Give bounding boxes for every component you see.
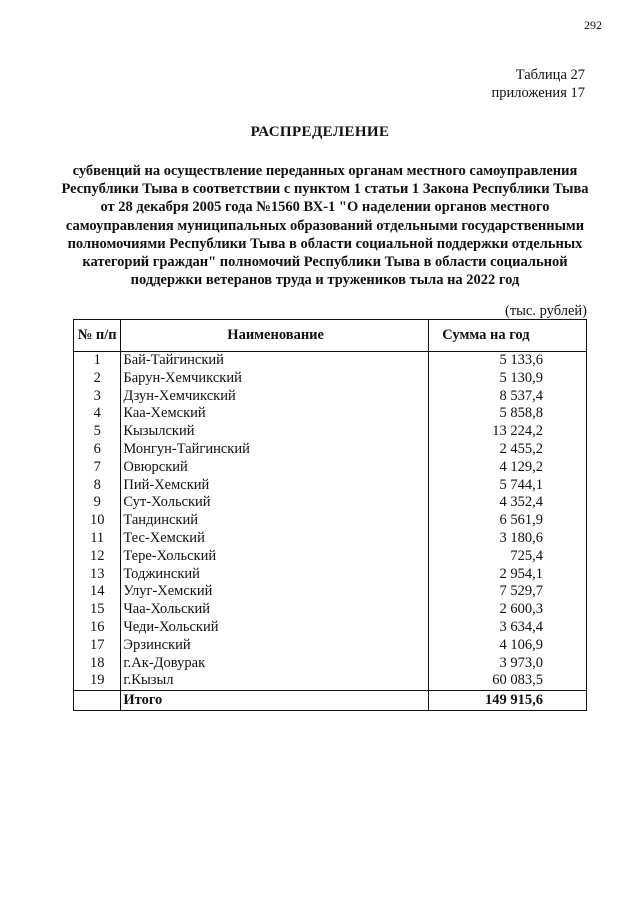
row-sum: 2 600,3 — [428, 601, 586, 619]
row-num: 15 — [74, 601, 121, 619]
row-name: Каа-Хемский — [121, 405, 429, 423]
row-sum: 2 455,2 — [428, 441, 586, 459]
table-row — [74, 583, 587, 601]
table-row — [74, 530, 587, 548]
row-name: Эрзинский — [121, 637, 429, 655]
row-sum: 725,4 — [428, 548, 586, 566]
table-row — [74, 423, 587, 441]
units-label: (тыс. рублей) — [505, 303, 587, 319]
total-num — [74, 691, 121, 711]
row-sum: 5 858,8 — [428, 405, 586, 423]
row-num: 6 — [74, 441, 121, 459]
row-num: 11 — [74, 530, 121, 548]
row-name: Барун-Хемчикский — [121, 370, 429, 388]
row-name: Чеди-Хольский — [121, 619, 429, 637]
row-sum: 6 561,9 — [428, 512, 586, 530]
row-sum: 3 180,6 — [428, 530, 586, 548]
row-name: Чаа-Хольский — [121, 601, 429, 619]
total-sum: 149 915,6 — [428, 691, 586, 711]
row-name: Улуг-Хемский — [121, 583, 429, 601]
row-name: Монгун-Тайгинский — [121, 441, 429, 459]
row-sum: 60 083,5 — [428, 672, 586, 690]
table-reference-line2: приложения 17 — [491, 85, 585, 101]
row-num: 1 — [74, 352, 121, 370]
row-sum: 5 744,1 — [428, 477, 586, 495]
row-num: 10 — [74, 512, 121, 530]
row-name: Бай-Тайгинский — [121, 352, 429, 370]
table-row — [74, 477, 587, 495]
header-name: Наименование — [121, 320, 429, 352]
row-name: Тере-Хольский — [121, 548, 429, 566]
row-name: г.Ак-Довурак — [121, 655, 429, 673]
table-reference — [492, 66, 585, 102]
table-reference-line1: Таблица 27 — [515, 67, 585, 83]
distribution-table — [73, 319, 587, 711]
header-num: № п/п — [74, 320, 121, 352]
table-row — [74, 601, 587, 619]
row-sum: 2 954,1 — [428, 566, 586, 584]
total-label: Итого — [121, 691, 429, 711]
row-name: Овюрский — [121, 459, 429, 477]
row-name: Тоджинский — [121, 566, 429, 584]
row-sum: 5 130,9 — [428, 370, 586, 388]
table-row — [74, 655, 587, 673]
row-num: 16 — [74, 619, 121, 637]
row-sum: 5 133,6 — [428, 352, 586, 370]
table-row — [74, 441, 587, 459]
table-body — [74, 352, 587, 711]
row-name: Тандинский — [121, 512, 429, 530]
row-num: 17 — [74, 637, 121, 655]
table-row — [74, 388, 587, 406]
row-sum: 4 129,2 — [428, 459, 586, 477]
table-row — [74, 352, 587, 370]
document-subtitle: субвенций на осуществление переданных органам местного самоуправления Республики Тыва в соответствии с пунктом 1 статьи 1 Закона Республики Тыва от 28 декабря 2005 года №1560 ВХ-1 "О наделении органов местного самоуправления муниципальных образований отдельными государственными полномочиями Республики Тыва в области социальной поддержки отдельных категорий граждан" полномочий Республики Тыва в области социальной поддержки ветеранов труда и тружеников тыла на 2022 год — [61, 163, 589, 289]
table-row — [74, 566, 587, 584]
row-num: 8 — [74, 477, 121, 495]
table-row — [74, 494, 587, 512]
table-total-row — [74, 691, 587, 711]
row-num: 14 — [74, 583, 121, 601]
row-num: 3 — [74, 388, 121, 406]
row-name: г.Кызыл — [121, 672, 429, 690]
row-sum: 13 224,2 — [428, 423, 586, 441]
table-row — [74, 459, 587, 477]
header-sum: Сумма на год — [428, 320, 586, 352]
row-sum: 4 106,9 — [428, 637, 586, 655]
row-num: 9 — [74, 494, 121, 512]
row-sum: 8 537,4 — [428, 388, 586, 406]
table-row — [74, 619, 587, 637]
row-sum: 7 529,7 — [428, 583, 586, 601]
row-num: 2 — [74, 370, 121, 388]
row-num: 7 — [74, 459, 121, 477]
row-num: 19 — [74, 672, 121, 690]
row-num: 5 — [74, 423, 121, 441]
document-heading: РАСПРЕДЕЛЕНИЕ — [250, 124, 390, 140]
row-sum: 4 352,4 — [428, 494, 586, 512]
table-row — [74, 405, 587, 423]
table-row — [74, 548, 587, 566]
row-name: Пий-Хемский — [121, 477, 429, 495]
table-row — [74, 512, 587, 530]
table-row — [74, 637, 587, 655]
page-number: 292 — [584, 18, 602, 32]
row-name: Сут-Хольский — [121, 494, 429, 512]
row-name: Дзун-Хемчикский — [121, 388, 429, 406]
row-num: 13 — [74, 566, 121, 584]
row-name: Тес-Хемский — [121, 530, 429, 548]
row-num: 18 — [74, 655, 121, 673]
row-num: 4 — [74, 405, 121, 423]
table-header-row — [74, 320, 587, 352]
row-num: 12 — [74, 548, 121, 566]
table-row — [74, 672, 587, 690]
row-sum: 3 973,0 — [428, 655, 586, 673]
table-row — [74, 370, 587, 388]
row-sum: 3 634,4 — [428, 619, 586, 637]
row-name: Кызылский — [121, 423, 429, 441]
